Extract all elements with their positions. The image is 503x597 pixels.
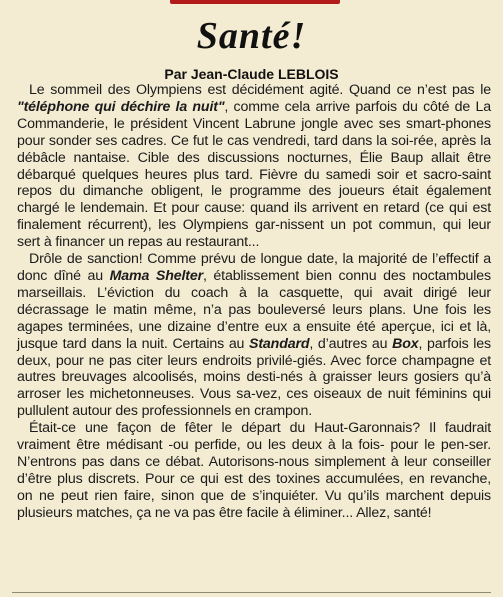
article-title: Santé!: [196, 15, 307, 57]
emphasized-text: Mama Shelter: [109, 267, 203, 284]
article-paragraph: [17, 82, 491, 251]
paragraph-text: , parfois les deux, pour ne pas citer leurs endroits privilé-giés. Avec force champagne et autres breuvages alcoolisés, moins desti-nés à graisser leurs gosiers qu’à arroser les michetonneuses. Vous sa-vez, ces oiseaux de nuit féminins qui pullulent autour des professionnels en crampon.: [17, 335, 491, 420]
article-paragraph: [17, 420, 491, 521]
paragraph-text: , établissement bien connu des noctambules marseillais. L’éviction du coach à la casquette, qui avait dirigé leur décrassage le matin même, n’a pas bouleversé leurs plans. Une fois les agapes terminées, une dizaine d’entre eux a ensuite été aperçue, ici et là, jusque tard dans la nuit. Certains au: [17, 267, 491, 352]
emphasized-text: Standard: [249, 335, 310, 352]
article-body: [17, 82, 491, 522]
emphasized-text: "téléphone qui déchire la nuit": [17, 98, 225, 115]
paragraph-text: Était-ce une façon de fêter le départ du Haut-Garonnais? Il faudrait vraiment être médisant -ou perfide, ou les deux à la fois- pour le pen-ser. N’entrons pas dans ce débat. Autorisons-nous simplement à leur conseiller d’être plus discrets. Pour ce qui est des toxines accumulées, en revanche, on ne peut rien faire, sinon que de s’inquiéter. Vu qu’ils marchent depuis plusieurs matches, ça ne va pas être facile à éliminer... Allez, santé!: [17, 420, 491, 521]
paragraph-text: , d’autres au: [309, 335, 393, 352]
paragraph-text: Drôle de sanction! Comme prévu de longue date, la majorité de l’effectif a donc dîné au: [17, 251, 491, 284]
article-paragraph: [17, 251, 491, 420]
previous-section-strip: [0, 0, 503, 6]
bottom-rule: [12, 592, 491, 593]
article-byline: Par Jean-Claude LEBLOIS: [164, 66, 339, 82]
paragraph-text: , comme cela arrive parfois du côté de La Commanderie, le président Vincent Labrune jongle avec ses smart-phones pour sonder ses cadres. Ce fut le cas vendredi, tard dans la soi-rée, après la débâcle nantaise. Cible des discussions nocturnes, Élie Baup allait être débarqué quelques heures plus tard. Fièvre du samedi soir et sacro-saint repos du dimanche obligent, le programme des joueurs était également chargé le lendemain. Et pour cause: quand ils arrivent en retard (ce qui est finalement récurrent), les Olympiens gar-nissent un pot commun, qui leur sert à financer un repas au restaurant...: [17, 98, 491, 251]
paragraph-text: Le sommeil des Olympiens est décidément agité. Quand ce n’est pas le: [29, 82, 491, 98]
red-section-banner-fragment: [170, 0, 340, 4]
emphasized-text: Box: [392, 335, 419, 352]
